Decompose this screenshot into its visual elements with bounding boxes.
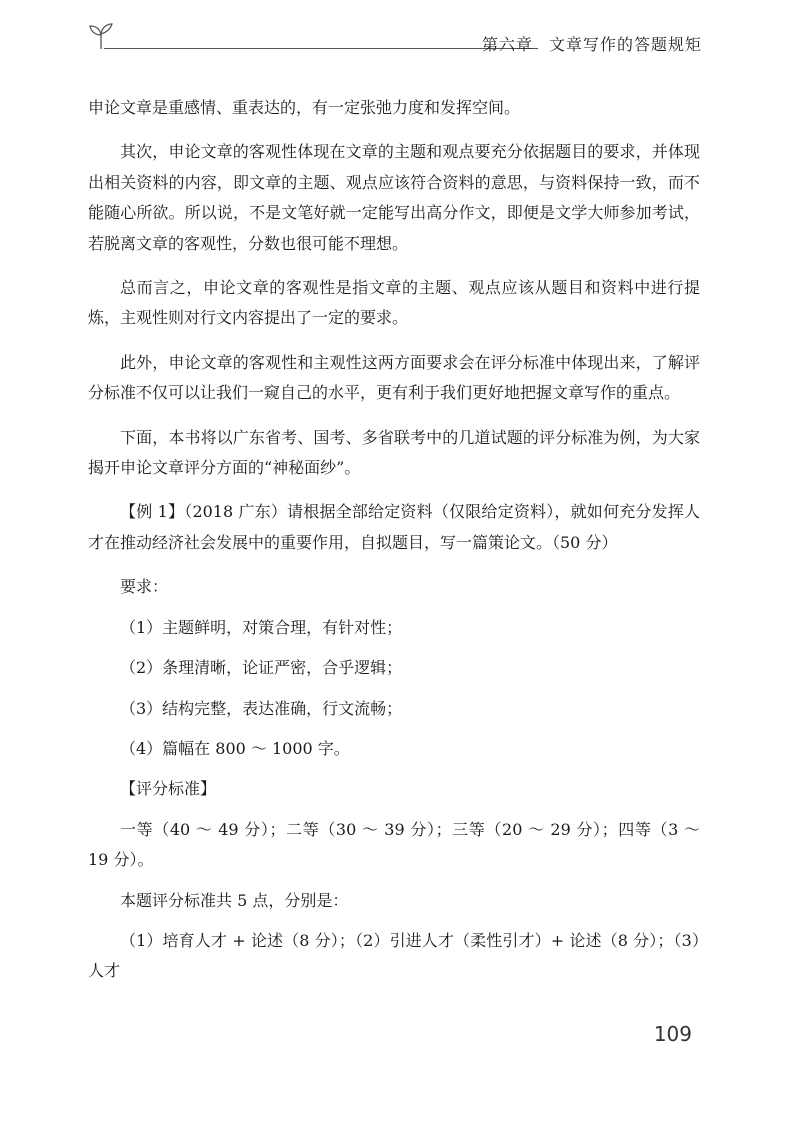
header-rule [104,48,538,49]
grading-points-intro: 本题评分标准共 5 点，分别是： [120,890,349,910]
body-text [88,93,700,997]
paragraph: 下面，本书将以广东省考、国考、多省联考中的几道试题的评分标准为例，为大家揭开申论文章评分方面的“神秘面纱”。 [88,427,700,478]
grading-grades: 一等（40 ～ 49 分）；二等（30 ～ 39 分）；三等（20 ～ 29 分）；四等（3 ～ 19 分）。 [88,819,700,870]
paragraph: 申论文章是重感情、重表达的，有一定张弛力度和发挥空间。 [88,98,521,117]
grading-points-line: （1）培育人才 + 论述（8 分）；（2）引进人才（柔性引才）+ 论述（8 分）；（3）人才 [88,930,700,981]
chapter-label: 第六章 [481,35,533,54]
requirement-item: （2）条理清晰，论证严密，合乎逻辑； [120,658,403,678]
requirement-item: （1）主题鲜明，对策合理，有针对性； [120,617,403,637]
grading-heading: 【评分标准】 [120,779,217,799]
sprout-icon [88,22,114,50]
requirement-item: （4）篇幅在 800 ～ 1000 字。 [120,738,350,758]
example-question: 【例 1】（2018 广东）请根据全部给定资料（仅限给定资料），就如何充分发挥人才在推动经济社会发展中的重要作用，自拟题目，写一篇策论文。（50 分） [88,502,700,552]
requirement-item: （3）结构完整，表达准确，行文流畅； [120,698,403,718]
page-header [84,20,704,60]
paragraph: 其次，申论文章的客观性体现在文章的主题和观点要充分依据题目的要求，并体现出相关资料的内容，即文章的主题、观点应该符合资料的意思，与资料保持一致，而不能随心所欲。所以说，不是文笔好就一定能写出高分作文，即便是文学大师参加考试，若脱离文章的客观性，分数也很可能不理想。 [88,142,700,253]
chapter-title: 文章写作的答题规矩 [548,35,702,54]
paragraph: 总而言之，申论文章的客观性是指文章的主题、观点应该从题目和资料中进行提炼，主观性则对行文内容提出了一定的要求。 [88,278,700,328]
requirements-heading: 要求： [120,577,169,597]
paragraph: 此外，申论文章的客观性和主观性这两方面要求会在评分标准中体现出来，了解评分标准不仅可以让我们一窥自己的水平，更有利于我们更好地把握文章写作的重点。 [88,352,700,403]
running-head [482,32,702,55]
page-number: 109 [653,1022,692,1046]
